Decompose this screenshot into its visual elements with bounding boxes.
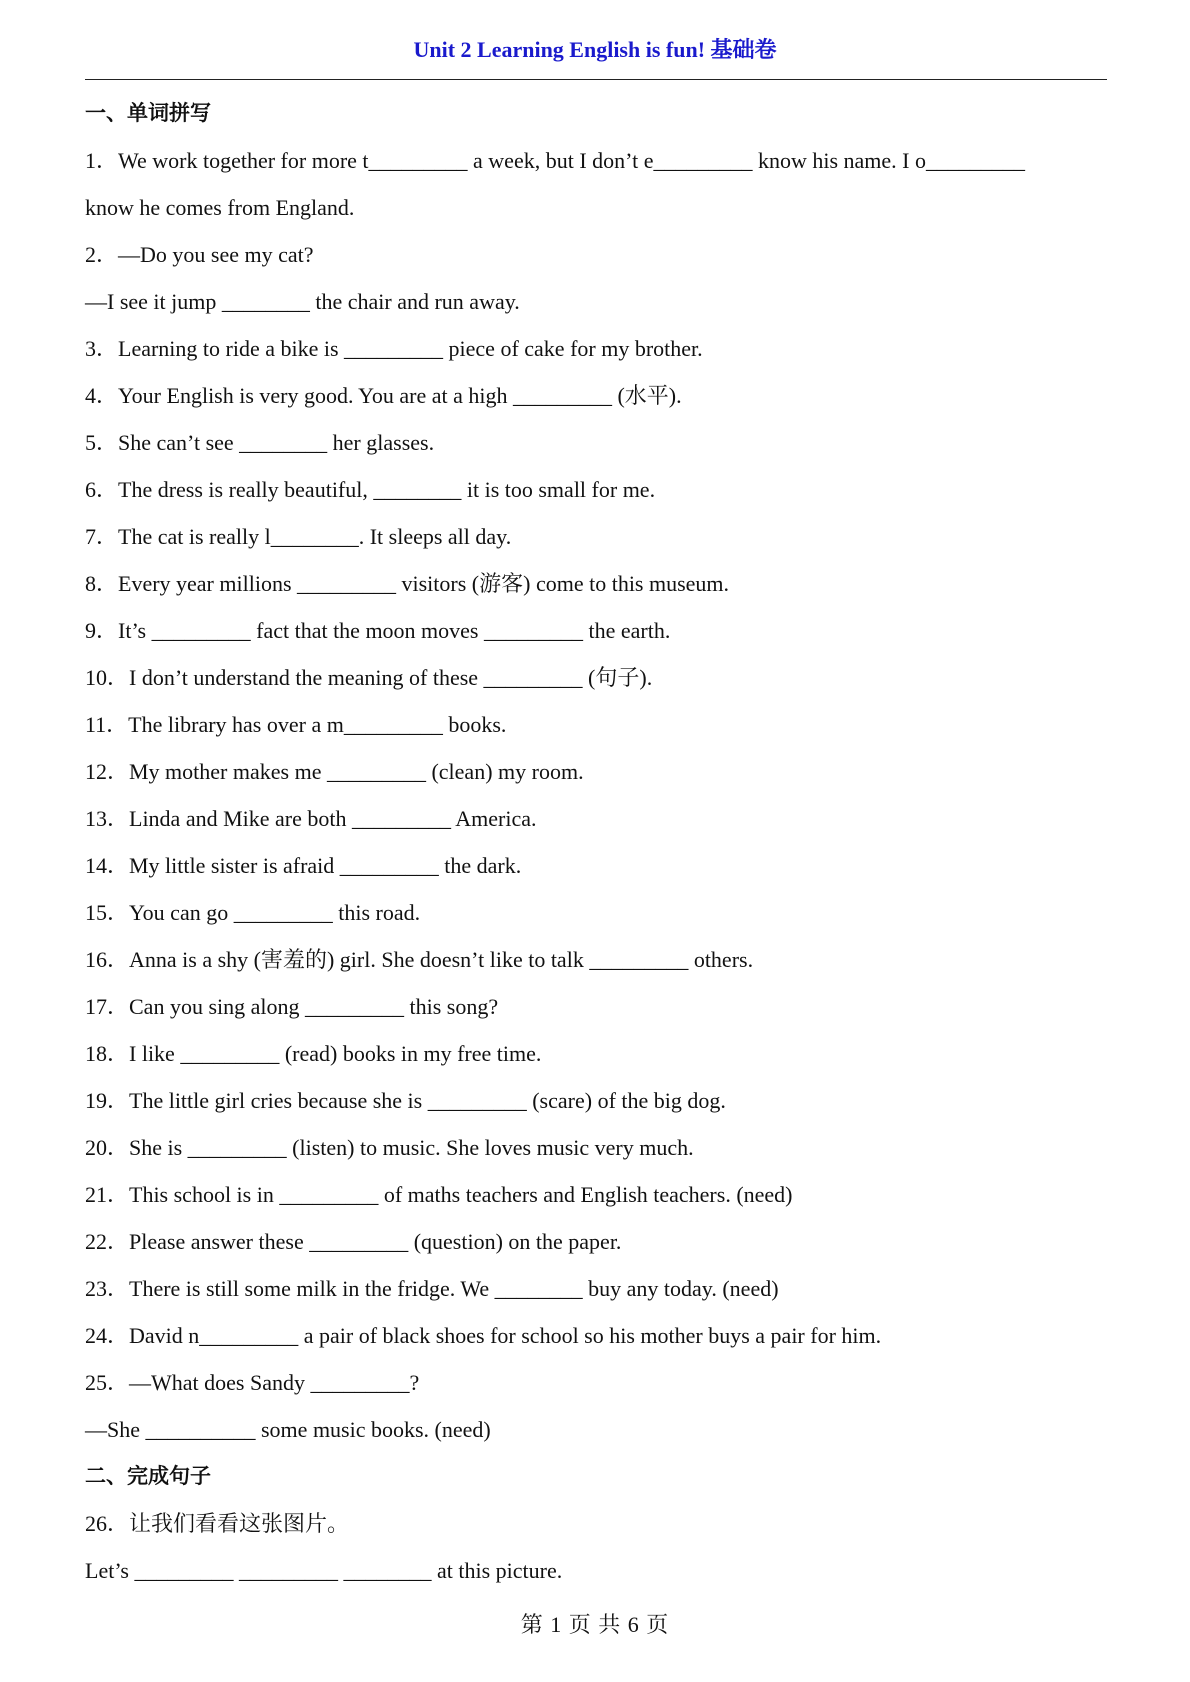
question-line: 3．Learning to ride a bike is _________ piece of cake for my brother. xyxy=(85,336,703,361)
question-line: 6．The dress is really beautiful, ________ it is too small for me. xyxy=(85,477,656,502)
question-line: 16．Anna is a shy (害羞的) girl. She doesn’t like to talk _________ others. xyxy=(85,947,754,972)
question-line: 10．I don’t understand the meaning of these _________ (句子). xyxy=(85,665,653,690)
section-heading-spelling: 一、单词拼写 xyxy=(85,101,211,125)
title-divider xyxy=(85,79,1107,80)
question-line: 8．Every year millions _________ visitors (游客) come to this museum. xyxy=(85,571,730,596)
question-line: know he comes from England. xyxy=(85,195,355,220)
question-line: 25．—What does Sandy _________? xyxy=(85,1370,420,1395)
question-line: 20．She is _________ (listen) to music. She loves music very much. xyxy=(85,1135,694,1160)
question-line: 26．让我们看看这张图片。 xyxy=(85,1511,350,1536)
question-line: 24．David n_________ a pair of black shoes for school so his mother buys a pair for him. xyxy=(85,1323,882,1348)
question-line: 1．We work together for more t_________ a week, but I don’t e_________ know his name. I o_________ xyxy=(85,148,1025,173)
question-line: 7．The cat is really l________. It sleeps all day. xyxy=(85,524,512,549)
question-line: 14．My little sister is afraid _________ the dark. xyxy=(85,853,522,878)
question-line: 17．Can you sing along _________ this song? xyxy=(85,994,499,1019)
question-line: 5．She can’t see ________ her glasses. xyxy=(85,430,435,455)
question-line: 4．Your English is very good. You are at a high _________ (水平). xyxy=(85,383,682,408)
question-line: 2．—Do you see my cat? xyxy=(85,242,314,267)
question-line: 9．It’s _________ fact that the moon moves _________ the earth. xyxy=(85,618,671,643)
question-line: 22．Please answer these _________ (question) on the paper. xyxy=(85,1229,622,1254)
worksheet-body xyxy=(85,90,1110,1594)
question-line: 15．You can go _________ this road. xyxy=(85,900,421,925)
document-title: Unit 2 Learning English is fun! 基础卷 xyxy=(413,37,777,62)
question-line: —She __________ some music books. (need) xyxy=(85,1417,491,1442)
question-line: 23．There is still some milk in the fridge. We ________ buy any today. (need) xyxy=(85,1276,779,1301)
question-line: 12．My mother makes me _________ (clean) my room. xyxy=(85,759,584,784)
page-number: 第 1 页 共 6 页 xyxy=(520,1612,670,1637)
question-line: 11．The library has over a m_________ books. xyxy=(85,712,507,737)
question-line: 13．Linda and Mike are both _________ America. xyxy=(85,806,537,831)
question-line: 19．The little girl cries because she is _________ (scare) of the big dog. xyxy=(85,1088,726,1113)
question-line: 21．This school is in _________ of maths teachers and English teachers. (need) xyxy=(85,1182,793,1207)
question-line: 18．I like _________ (read) books in my free time. xyxy=(85,1041,542,1066)
question-line: Let’s _________ _________ ________ at this picture. xyxy=(85,1558,563,1583)
section-heading-sentences: 二、完成句子 xyxy=(85,1464,211,1488)
question-line: —I see it jump ________ the chair and run away. xyxy=(85,289,520,314)
